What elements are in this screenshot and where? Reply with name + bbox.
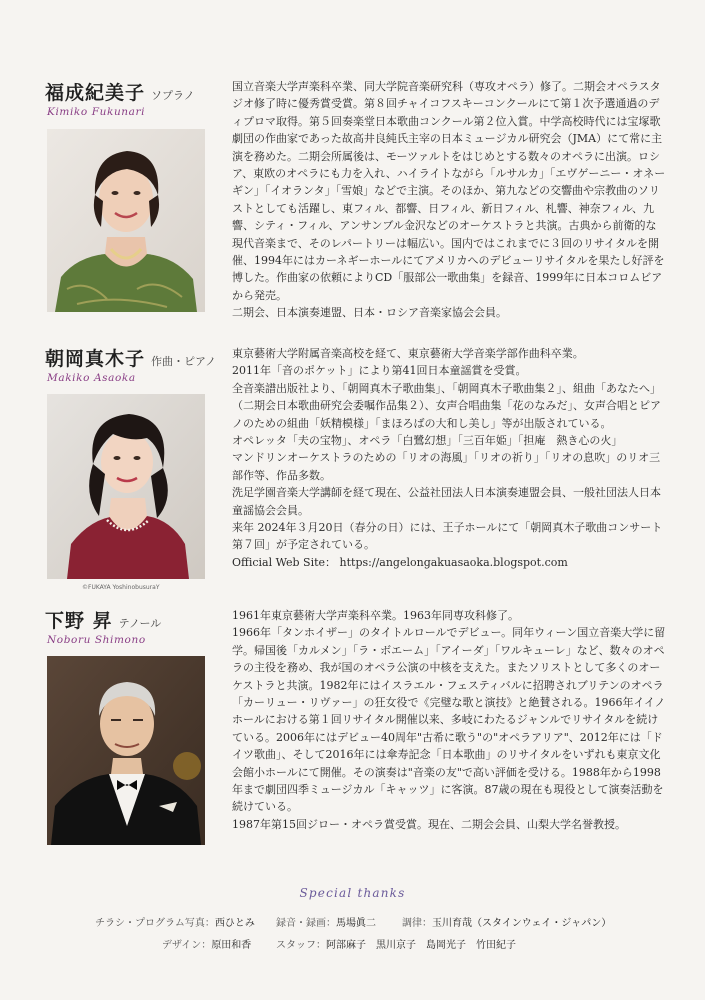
- credit-label: 録音・録画：: [276, 918, 336, 929]
- artist-name-heading: [45, 344, 216, 371]
- official-site: Official Web Site： https://angelongakuasaoka.blogspot.com: [232, 555, 568, 569]
- bio-paragraph: 全音楽譜出版社より、「朝岡真木子歌曲集」、「朝岡真木子歌曲集２」、組曲「あなたへ」（二期会日本歌曲研究会委嘱作品集２）、女声合唱曲集「花のなみだ」、女声合唱とピアノのための組曲「妖精模様」「まほろばの大和し美し」等が出版されている。: [232, 381, 661, 430]
- portrait-photo: [47, 656, 205, 845]
- portrait-photo: [47, 129, 205, 312]
- bio-paragraph: 洗足学園音楽大学講師を経て現在、公益社団法人日本演奏連盟会員、一般社団法人日本童謡協会会員。: [232, 486, 661, 517]
- artist-role: 作曲・ピアノ: [151, 355, 217, 368]
- bio-paragraph: 東京藝術大学附属音楽高校を経て、東京藝術大学音楽学部作曲科卒業。: [232, 347, 584, 360]
- bio-paragraph: 1987年第15回ジロー・オペラ賞受賞。現在、二期会会員、山梨大学名誉教授。: [232, 817, 626, 831]
- photo-credit: ©FUKAYA YoshinobusuraY: [82, 584, 160, 591]
- bio-paragraph: 来年 2024年３月20日（春分の日）には、王子ホールにて「朝岡真木子歌曲コンサート第７回」が予定されている。: [232, 521, 663, 552]
- special-thanks-title: Special thanks: [299, 886, 406, 900]
- credit-item: [402, 914, 611, 929]
- artist-bio: [232, 607, 666, 833]
- artist-name: 朝岡真木子: [45, 348, 146, 370]
- artist-name: 福成紀美子: [45, 82, 146, 104]
- credit-label: 調律：: [402, 918, 432, 929]
- artist-name-heading: [45, 78, 195, 105]
- artist-role: ソプラノ: [151, 89, 195, 102]
- credit-value: 阿部麻子 黒川京子 島岡光子 竹田紀子: [326, 940, 516, 951]
- credit-item: [276, 936, 516, 951]
- credit-value: 玉川育哉（スタインウェイ・ジャパン）: [432, 918, 612, 929]
- artist-name: 下野 昇: [45, 610, 113, 632]
- credit-item: [276, 914, 376, 929]
- credit-item: [95, 914, 255, 929]
- artist-romaji: Makiko Asaoka: [47, 372, 136, 384]
- credit-label: チラシ・プログラム写真：: [95, 918, 215, 929]
- credit-value: 馬場眞二: [336, 918, 376, 929]
- credit-item: [162, 936, 251, 951]
- artist-romaji: Noboru Shimono: [47, 634, 146, 646]
- artist-name-heading: [45, 606, 161, 633]
- bio-paragraph: 1961年東京藝術大学声楽科卒業。1963年同専攻科修了。: [232, 609, 519, 622]
- credit-value: 原田和香: [211, 940, 252, 951]
- bio-paragraph: オペレッタ「夫の宝物」、オペラ「白鷺幻想」「三百年姫」「担庵 熱き心の火」: [232, 434, 623, 448]
- credit-label: デザイン：: [162, 940, 212, 951]
- bio-paragraph: 国立音楽大学声楽科卒業、同大学院音楽研究科（専攻オペラ）修了。二期会オペラスタジオ修了時に優秀賞受賞。第８回チャイコフスキーコンクールにて第１次予選通過のディプロマ取得。第５回奏楽堂日本歌曲コンクール第２位入賞。中学高校時代には宝塚歌劇団の作曲家であった故高井良純氏主宰の日本ミュージカル研究会（JMA）にて常に主演を務めた。二期会所属後は、モーツァルトをはじめとする数々のオペラに出演。ロシア、東欧のオペラにも力を入れ、ハイライトながら「ルサルカ」「エヴゲーニー・オネーギン」「イオランタ」「雪娘」などで主演。そのほか、第九などの交響曲や宗教曲のソリストとしても活躍し、東フィル、都響、日フィル、新日フィル、札響、神奈フィル、九響、シティ・フィル、アンサンブル金沢などのオーケストラと共演。古典から前衛的な現代音楽まで、そのレパートリーは幅広い。国内ではこれまでに３回のリサイタルを開催、1994年にはカーネギーホールにてアメリカへのデビューリサイタルを果たし好評を博した。作曲家の依頼によりCD「服部公一歌曲集」を録音、1999年に日本コロムビアから発売。: [232, 80, 666, 302]
- bio-paragraph: 2011年「音のポケット」により第41回日本童謡賞を受賞。: [232, 364, 527, 378]
- artist-romaji: Kimiko Fukunari: [47, 106, 146, 118]
- artist-role: テノール: [118, 617, 162, 630]
- artist-bio: [232, 78, 666, 322]
- portrait-photo: [47, 394, 205, 579]
- credit-label: スタッフ：: [276, 940, 326, 951]
- bio-paragraph: マンドリンオーケストラのための「リオの海風」「リオの祈り」「リオの息吹」のリオ三部作等、作品多数。: [232, 451, 661, 482]
- bio-paragraph: 二期会、日本演奏連盟、日本・ロシア音楽家協会会員。: [232, 306, 507, 320]
- credit-value: 西ひとみ: [214, 918, 255, 929]
- artist-bio: [232, 345, 666, 571]
- bio-paragraph: 1966年「タンホイザー」のタイトルロールでデビュー。同年ウィーン国立音楽大学に留学。帰国後「カルメン」「ラ・ボエーム」「アイーダ」「ワルキューレ」など、数々のオペラの主役を務め、我が国のオペラ公演の中核を支えた。またソリストとして多くのオーケストラと共演。1982年にはイスラエル・フェスティバルに招聘されブリテンのオペラ「カーリュー・リヴァー」の狂女役で《完璧な歌と演技》と絶賛される。1966年イイノホールにおける第１回リサイタル開催以来、多岐にわたるジャンルでリサイタルを続けている。2006年にはデビュー40周年"古希に歌う"の"オペラアリア"、2012年には「ドイツ歌曲」、そして2016年には傘寿記念「日本歌曲」のリサイタルをいずれも東京文化会館小ホールにて開催。その演奏は"音楽の友"で高い評価を受ける。1988年から1998年まで劇団四季ミュージカル「キャッツ」に客演。87歳の現在も現役として演奏活動を続けている。: [232, 626, 666, 814]
